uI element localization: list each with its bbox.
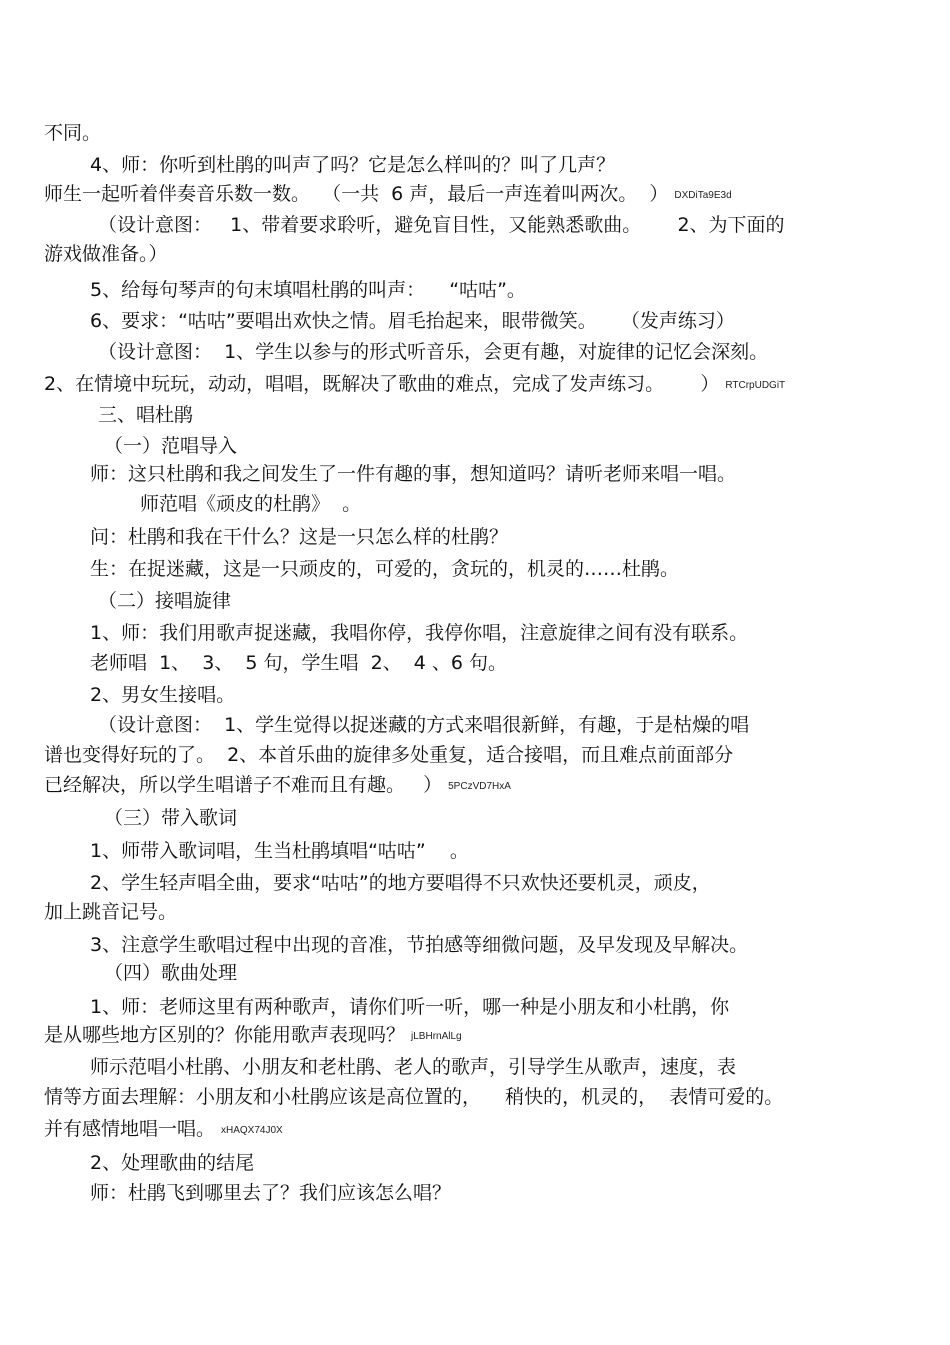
text-line-35: 师：杜鹃飞到哪里去了？我们应该怎么唱？ (90, 1182, 452, 1204)
text-line-14: 问：杜鹃和我在干什么？这是一只怎么样的杜鹃？ (90, 526, 509, 548)
text-line-13: 师范唱《顽皮的杜鹃》 。 (140, 493, 362, 515)
text-line-3: 师生一起听着伴奏音乐数一数。 （一共 6 声，最后一声连着叫两次。 ） DXDiTa9E3d (44, 183, 732, 205)
text-line-20: （设计意图： 1、学生觉得以捉迷藏的方式来唱很新鲜，有趣，于是枯燥的唱 (98, 714, 750, 736)
text-line-4: （设计意图： 1、带着要求聆听，避免盲目性，又能熟悉歌曲。 2、为下面的 (98, 214, 785, 236)
text-line-17: 1、师：我们用歌声捉迷藏，我唱你停，我停你唱，注意旋律之间有没有联系。 (90, 622, 749, 644)
doc-tag: RTCrpUDGiT (725, 380, 786, 391)
text-line-29: 1、师：老师这里有两种歌声，请你们听一听，哪一种是小朋友和小杜鹃，你 (90, 996, 730, 1018)
text-line-8: （设计意图： 1、学生以参与的形式听音乐，会更有趣，对旋律的记忆会深刻。 (98, 341, 769, 363)
text-line-6: 5、给每句琴声的句末填唱杜鹃的叫声： “咕咕”。 (90, 279, 526, 301)
text-line-5: 游戏做准备。） (44, 243, 168, 265)
text-line-34: 2、处理歌曲的结尾 (90, 1152, 255, 1174)
text-line-18: 老师唱 1、 3、 5 句，学生唱 2、 4 、6 句。 (90, 652, 508, 674)
text-line-31: 师示范唱小杜鹃、小朋友和老杜鹃、老人的歌声，引导学生从歌声，速度，表 (90, 1056, 737, 1078)
text-line-9: 2、在情境中玩玩，动动，唱唱，既解决了歌曲的难点，完成了发声练习。 ） RTCrpUDGiT (44, 373, 786, 395)
text-line-7: 6、要求：“咕咕”要唱出欢快之情。眉毛抬起来，眼带微笑。 （发声练习） (90, 310, 735, 332)
text-line-30: 是从哪些地方区别的？你能用歌声表现吗？ jLBHrnAlLg (44, 1024, 462, 1046)
doc-tag: DXDiTa9E3d (674, 190, 732, 201)
text-line-12: 师：这只杜鹃和我之间发生了一件有趣的事，想知道吗？请听老师来唱一唱。 (90, 463, 737, 485)
text-line-28: （四）歌曲处理 (104, 962, 238, 984)
text-line-16: （二）接唱旋律 (98, 590, 232, 612)
text-line-27: 3、注意学生歌唱过程中出现的音准，节拍感等细微问题，及早发现及早解决。 (90, 934, 749, 956)
text-line-33: 并有感情地唱一唱。 xHAQX74J0X (44, 1118, 283, 1140)
text-line-32: 情等方面去理解：小朋友和小杜鹃应该是高位置的， 稍快的，机灵的， 表情可爱的。 (44, 1086, 784, 1108)
doc-tag: xHAQX74J0X (221, 1125, 283, 1136)
text-line-23: （三）带入歌词 (104, 807, 238, 829)
doc-tag: jLBHrnAlLg (411, 1031, 462, 1042)
text-line-15: 生：在捉迷藏，这是一只顽皮的，可爱的，贪玩的，机灵的……杜鹃。 (90, 558, 680, 580)
text-line-10: 三、唱杜鹃 (98, 404, 194, 426)
text-line-19: 2、男女生接唱。 (90, 684, 236, 706)
text-line-11: （一）范唱导入 (104, 435, 238, 457)
text-line-22: 已经解决，所以学生唱谱子不难而且有趣。 ） 5PCzVD7HxA (44, 774, 511, 796)
text-line-2: 4、师：你听到杜鹃的叫声了吗？它是怎么样叫的？叫了几声？ (90, 154, 616, 176)
text-line-25: 2、学生轻声唱全曲，要求“咕咕”的地方要唱得不只欢快还要机灵，顽皮， (90, 872, 711, 894)
text-line-21: 谱也变得好玩的了。 2、本首乐曲的旋律多处重复，适合接唱，而且难点前面部分 (44, 744, 734, 766)
text-line-1: 不同。 (44, 122, 102, 144)
doc-tag: 5PCzVD7HxA (448, 781, 511, 792)
text-line-26: 加上跳音记号。 (44, 901, 178, 923)
text-line-24: 1、师带入歌词唱，生当杜鹃填唱“咕咕” 。 (90, 840, 469, 862)
